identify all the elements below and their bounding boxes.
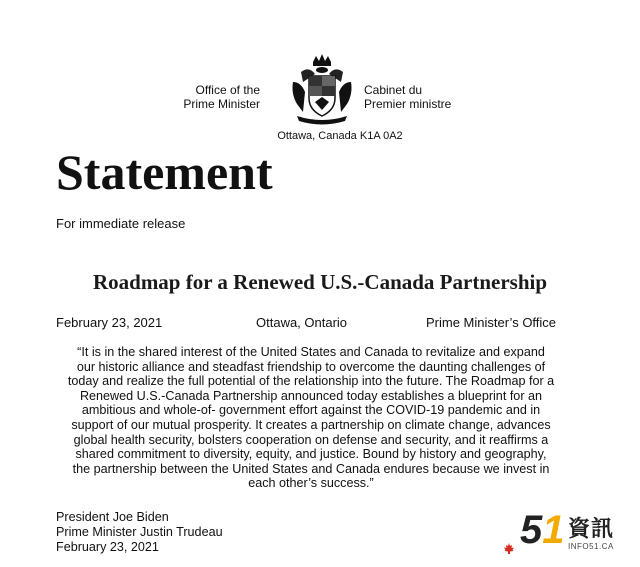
body-line: today and realize the full potential of the relationship into the future. The Roadmap for a [67,374,555,389]
watermark-digit-5: 5 [520,508,543,552]
body-line: shared commitment to diversity, equity, and justice. Bound by history and geography, [75,447,547,462]
office-name-french [364,83,484,111]
dateline-office: Prime Minister’s Office [426,315,557,330]
office-en-line1: Office of the [195,83,260,97]
maple-leaf-icon [502,542,516,556]
body-line: our historic alliance and steadfast friendship to overcome the daunting challenges of [76,359,546,374]
signatory-2: Prime Minister Justin Trudeau [56,525,223,539]
body-line: support of our mutual prosperity. It creates a partnership on climate change, advances [71,417,551,432]
canada-coat-of-arms-icon [287,52,357,126]
signature-block [56,510,223,555]
watermark-title: 資訊 [568,516,615,541]
statement-headline: Roadmap for a Renewed U.S.-Canada Partnership [92,270,548,294]
office-address: Ottawa, Canada K1A 0A2 [277,130,403,142]
body-line: Renewed U.S.-Canada Partnership announced today establishes a blueprint for an [79,388,543,403]
office-fr-line1: Cabinet du [364,83,423,97]
release-note: For immediate release [56,216,186,231]
statement-body [56,345,566,491]
dateline-place: Ottawa, Ontario [256,315,348,330]
watermark-logo-number [520,508,565,552]
body-line: ambitious and whole-of- government effort against the COVID-19 pandemic and in [81,403,541,418]
office-fr-line2: Premier ministre [364,97,452,111]
office-name-english [178,83,260,111]
dateline-date: February 23, 2021 [56,315,163,330]
signature-date: February 23, 2021 [56,540,159,554]
watermark-digit-1: 1 [542,508,565,552]
watermark-site: INFO51.CA [568,542,614,551]
body-line: “It is in the shared interest of the United States and Canada to revitalize and expand [77,345,545,359]
body-line: each other’s success.” [248,476,374,491]
body-line: global health security, bolsters cooperation on defense and security, and it reaffirms a [73,432,549,447]
document-type-heading: Statement [56,144,273,200]
office-en-line2: Prime Minister [183,97,260,111]
body-line: the partnership between the United States and Canada endures because we invest in [72,461,550,476]
site-watermark [520,508,632,560]
signatory-1: President Joe Biden [56,510,169,524]
